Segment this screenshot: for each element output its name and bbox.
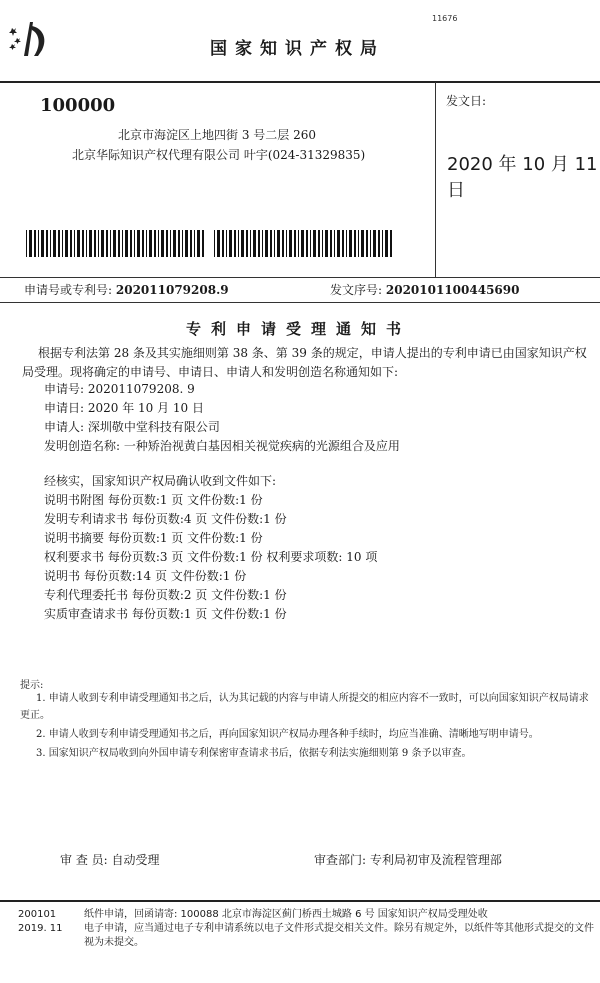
files-intro: 经核实，国家知识产权局确认收到文件如下: xyxy=(44,474,277,488)
file-item: 说明书 每份页数:14 页 文件份数:1 份 xyxy=(44,569,247,583)
barcode-gap xyxy=(392,230,394,257)
document-serial: 11676 xyxy=(432,14,458,23)
form-code: 200101 xyxy=(18,909,57,920)
issue-date: 2020 年 10 月 11 日 xyxy=(447,154,598,201)
issue-date-label: 发文日: xyxy=(446,94,487,108)
application-number: 202011079208.9 xyxy=(115,283,229,297)
postal-code: 100000 xyxy=(40,95,116,116)
notes-title: 提示: xyxy=(20,680,44,691)
office-name: 国家知识产权局 xyxy=(210,39,385,59)
numbers-divider-top xyxy=(0,277,600,278)
examiner: 审 查 员: 自动受理 xyxy=(60,853,160,867)
note-item: 2. 申请人收到专利申请受理通知书之后，再向国家知识产权局办理各种手续时，均应当准确、清晰地写明申请号。 xyxy=(36,729,539,740)
document-number-label: 发文序号: xyxy=(330,283,383,297)
form-date: 2019. 11 xyxy=(18,923,63,934)
document-number-field xyxy=(330,281,519,298)
footer-divider xyxy=(0,900,600,902)
application-number-label: 申请号或专利号: xyxy=(24,283,113,297)
note-item: 3. 国家知识产权局收到向外国申请专利保密审查请求书后，依据专利法实施细则第 9 条予以审查。 xyxy=(36,748,472,759)
barcode-gap xyxy=(204,230,206,257)
file-item: 说明书摘要 每份页数:1 页 文件份数:1 份 xyxy=(44,531,263,545)
barcode-left xyxy=(26,230,206,257)
detail-applicant: 申请人: 深圳敬中堂科技有限公司 xyxy=(44,420,220,434)
footer-electronic-instructions: 电子申请，应当通过电子专利申请系统以电子文件形式提交相关文件。除另有规定外，以纸件等其他形式提交的文件视为未提交。 xyxy=(84,923,594,948)
file-item: 说明书附图 每份页数:1 页 文件份数:1 份 xyxy=(44,493,263,507)
footer-paper-instructions: 纸件申请，回函请寄: 100088 北京市海淀区蓟门桥西土城路 6 号 国家知识产权局受理处收 xyxy=(84,909,488,920)
file-item: 发明专利请求书 每份页数:4 页 文件份数:1 份 xyxy=(44,512,287,526)
cnipa-logo-icon xyxy=(8,18,50,58)
detail-invention-title: 发明创造名称: 一种矫治视黄白基因相关视觉疾病的光源组合及应用 xyxy=(44,439,400,453)
examining-department: 审查部门: 专利局初审及流程管理部 xyxy=(314,853,502,867)
vertical-divider xyxy=(435,82,436,278)
notice-title: 专利申请受理通知书 xyxy=(186,320,412,338)
document-number: 2020101100445690 xyxy=(385,283,520,297)
file-item: 权利要求书 每份页数:3 页 文件份数:1 份 权利要求项数: 10 项 xyxy=(44,550,378,564)
agency-name: 北京华际知识产权代理有限公司 叶宇(024-31329835) xyxy=(72,148,366,162)
detail-filing-date: 申请日: 2020 年 10 月 10 日 xyxy=(44,401,205,415)
numbers-divider-bottom xyxy=(0,302,600,303)
application-number-field xyxy=(24,281,229,298)
note-item: 1. 申请人收到专利申请受理通知书之后，认为其记载的内容与申请人所提交的相应内容不一致时，可以向国家知识产权局请求更正。 xyxy=(20,693,589,721)
header-divider xyxy=(0,81,600,83)
file-item: 实质审查请求书 每份页数:1 页 文件份数:1 份 xyxy=(44,607,287,621)
detail-application-number: 申请号: 202011079208. 9 xyxy=(44,382,195,396)
intro-paragraph: 根据专利法第 28 条及其实施细则第 38 条、第 39 条的规定，申请人提出的专利申请已由国家知识产权局受理。现将确定的申请号、申请日、申请人和发明创造名称通知如下: xyxy=(22,346,587,379)
recipient-address: 北京市海淀区上地四街 3 号二层 260 xyxy=(118,128,316,142)
file-item: 专利代理委托书 每份页数:2 页 文件份数:1 份 xyxy=(44,588,287,602)
barcode-right xyxy=(214,230,394,257)
